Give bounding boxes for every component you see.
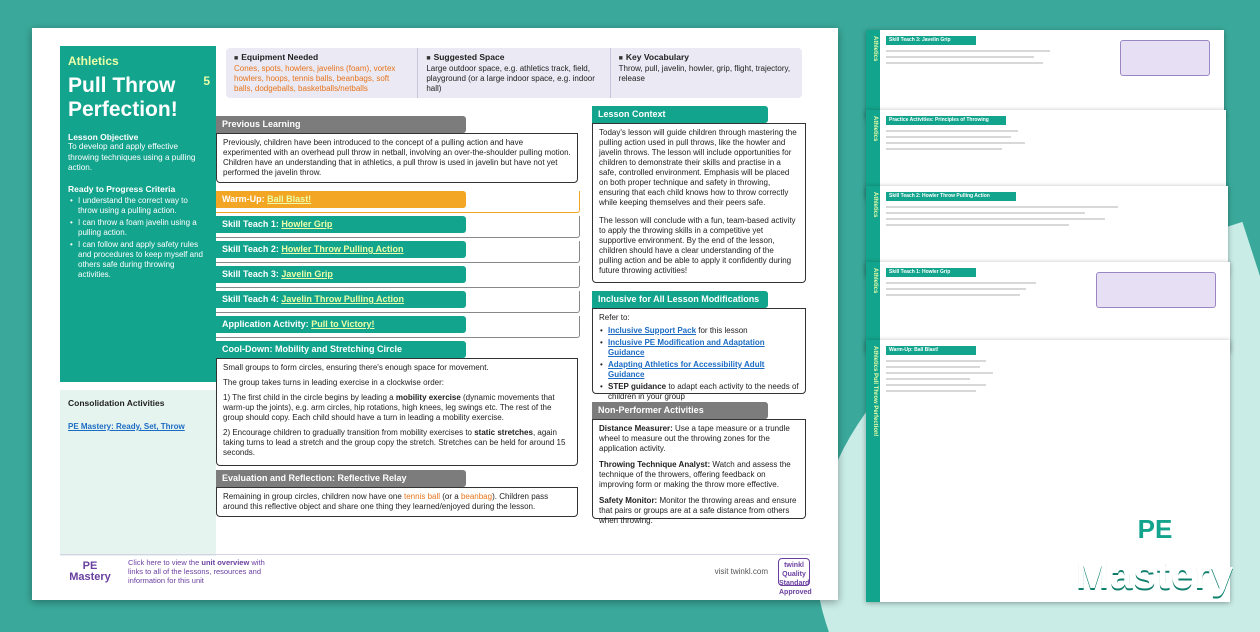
application-link[interactable]: Pull to Victory! bbox=[311, 319, 375, 329]
lesson-title: Pull Throw Perfection! bbox=[68, 74, 178, 121]
inclusive-box bbox=[592, 308, 806, 401]
preview-page-1 bbox=[866, 30, 1224, 118]
skill2-prefix: Skill Teach 2: bbox=[222, 244, 282, 254]
skill4-prefix: Skill Teach 4: bbox=[222, 294, 282, 304]
vocabulary-section bbox=[610, 48, 802, 98]
modification-guidance-link[interactable]: Inclusive PE Modification and Adaptation Guidance bbox=[608, 338, 765, 357]
accessibility-guidance-link[interactable]: Adapting Athletics for Accessibility Adult Guidance bbox=[608, 360, 765, 379]
role-distance bbox=[599, 424, 799, 454]
warmup-frame bbox=[216, 191, 580, 213]
equipment-section bbox=[226, 48, 417, 98]
context-p1: Today's lesson will guide children through mastering the pulling action used in pull throws, like the howler and javelin throws. The lesson will include opportunities for children to demonstrate their skills and practise in a safe, controlled environment. Emphasis will be placed on both proper technique and safety in throwing, ensuring that each child knows how to throw correctly while keeping themselves and their peers safe. bbox=[599, 128, 797, 207]
list-item: • I can follow and apply safety rules and procedures to keep myself and others safe during throwing activities. bbox=[68, 240, 208, 280]
warmup-prefix: Warm-Up: bbox=[222, 194, 268, 204]
application-frame bbox=[216, 316, 580, 338]
list-item bbox=[599, 338, 799, 358]
criteria-heading: Ready to Progress Criteria bbox=[68, 183, 176, 194]
cooldown-p3a: 1) The first child in the circle begins by leading a bbox=[223, 393, 396, 402]
context-p2: The lesson will conclude with a fun, team-based activity to apply the throwing skills in a competitive yet supportive environment. By the end of the lesson, children should have a clear understanding of the pulling action and be able to apply it confidently during future throwing activities! bbox=[599, 216, 796, 275]
lesson-plan-page bbox=[32, 28, 838, 600]
preview-lines bbox=[886, 130, 1216, 190]
eval-text-a: Remaining in group circles, children now have one bbox=[223, 492, 404, 501]
application-prefix: Application Activity: bbox=[222, 319, 312, 329]
skill4-frame bbox=[216, 291, 580, 313]
preview-lines bbox=[886, 206, 1218, 268]
objective-text: To develop and apply effective throwing techniques using a pulling action. bbox=[68, 142, 196, 172]
preview-strip-label: Athletics bbox=[872, 36, 878, 62]
inclusive-refer: Refer to: bbox=[599, 313, 630, 322]
previous-learning-text: Previously, children have been introduced to the concept of a pulling action and have experimented with an overhead pull throw in netball, involving an over-the-shoulder pulling motion. Children have an understanding that in athletics, a pull throw is used in javelin but have not yet performed the javelin throw. bbox=[223, 138, 571, 177]
skill3-prefix: Skill Teach 3: bbox=[222, 269, 282, 279]
cooldown-p2: The group takes turns in leading exercise in a clockwise order: bbox=[223, 378, 444, 387]
role-distance-title: Distance Measurer: bbox=[599, 424, 673, 433]
preview-lines bbox=[886, 282, 1220, 344]
preview-heading: Skill Teach 3: Javelin Grip bbox=[886, 36, 976, 45]
footer-logo-pe: PE bbox=[82, 559, 98, 572]
preview-page-2 bbox=[866, 110, 1226, 198]
eval-text-c: (or a bbox=[440, 492, 461, 501]
skill3-link[interactable]: Javelin Grip bbox=[281, 269, 333, 279]
consolidation-link[interactable]: PE Mastery: Ready, Set, Throw bbox=[68, 422, 185, 431]
step-guidance-label: STEP guidance bbox=[608, 382, 667, 391]
preview-strip-label: Athletics Pull Throw Perfection! bbox=[872, 346, 878, 437]
nonperformer-box bbox=[592, 419, 806, 525]
logo-mastery: Mastery bbox=[1075, 553, 1235, 597]
context-box bbox=[592, 123, 806, 283]
inclusive-title: Inclusive for All Lesson Modifications bbox=[592, 291, 768, 308]
skill3-frame bbox=[216, 266, 580, 288]
list-item: • I understand the correct way to throw using a pulling action. bbox=[68, 196, 208, 216]
role-distance-text: Use a tape measure or a trundle wheel to measure out the throwing zones for the application activity. bbox=[599, 424, 790, 453]
preview-strip-label: Athletics bbox=[872, 268, 878, 294]
cooldown-title: Cool-Down: Mobility and Stretching Circle bbox=[216, 341, 466, 358]
cooldown-p4c: , again taking turns to lead a stretch and the group copy the stretch. Stretches can be held for around 15 seconds. bbox=[223, 428, 566, 457]
list-item: • I can throw a foam javelin using a pulling action. bbox=[68, 218, 208, 238]
role-safety-text: Monitor the throwing areas and ensure that pairs or groups are at a safe distance from others when throwing. bbox=[599, 496, 797, 525]
previous-learning-title: Previous Learning bbox=[216, 116, 466, 133]
warmup-link[interactable]: Ball Blast! bbox=[267, 194, 312, 204]
eval-beanbag: beanbag bbox=[460, 492, 493, 501]
inclusive-links bbox=[599, 326, 799, 402]
context-title: Lesson Context bbox=[592, 106, 768, 123]
nonperformer-title: Non-Performer Activities bbox=[592, 402, 768, 419]
pe-mastery-logo bbox=[1060, 505, 1250, 615]
preview-heading: Skill Teach 1: Howler Grip bbox=[886, 268, 976, 277]
lesson-number: 5 bbox=[203, 74, 210, 88]
footer-logo-mastery: Mastery bbox=[69, 570, 111, 583]
preview-strip-label: Athletics bbox=[872, 192, 878, 218]
preview-page-4 bbox=[866, 262, 1230, 352]
footer-text-c: with links to all of the lessons, resources and information for this unit bbox=[128, 558, 265, 585]
preview-strip-label: Athletics bbox=[872, 116, 878, 142]
cooldown-p4 bbox=[223, 428, 571, 458]
eval-tennis-ball: tennis ball bbox=[404, 492, 441, 501]
preview-heading: Practice Activities: Principles of Throwing bbox=[886, 116, 1006, 125]
quality-badge: twinkl Quality Standard Approved bbox=[778, 558, 810, 586]
logo-pe: PE bbox=[1124, 505, 1186, 553]
cooldown-p4a: 2) Encourage children to gradually transition from mobility exercises to bbox=[223, 428, 475, 437]
unit-overview-link[interactable] bbox=[128, 558, 278, 585]
skill1-link[interactable]: Howler Grip bbox=[281, 219, 333, 229]
consolidation-heading: Consolidation Activities bbox=[68, 398, 165, 408]
subject-label: Athletics bbox=[68, 54, 119, 68]
footer-url[interactable]: visit twinkl.com bbox=[714, 567, 768, 576]
cooldown-p3c: (dynamic movements that warm-up the joints), e.g. arm circles, hip rotations, high knees, leg swings etc. The rest of the group should copy. Each child should have a turn in leading a mobility exercise. bbox=[223, 393, 555, 422]
preview-heading: Warm-Up: Ball Blast! bbox=[886, 346, 976, 355]
criteria-list bbox=[68, 196, 208, 280]
footer-text-b: unit overview bbox=[201, 558, 250, 567]
list-item bbox=[599, 326, 799, 336]
preview-lines bbox=[886, 50, 1214, 110]
sidebar bbox=[60, 46, 216, 558]
cooldown-p4b: static stretches bbox=[474, 428, 533, 437]
skill4-link[interactable]: Javelin Throw Pulling Action bbox=[281, 294, 405, 304]
skill1-prefix: Skill Teach 1: bbox=[222, 219, 282, 229]
role-analyst-text: Watch and assess the technique of the throwers, offering feedback on improving form or making the throw more effective. bbox=[599, 460, 791, 489]
space-text: Large outdoor space, e.g. athletics track, field, playground (or a large indoor space, e.g. indoor hall) bbox=[426, 64, 595, 93]
link1-suffix: for this lesson bbox=[696, 326, 748, 335]
consolidation-panel bbox=[60, 390, 216, 556]
role-safety-title: Safety Monitor: bbox=[599, 496, 658, 505]
role-analyst bbox=[599, 460, 799, 490]
vocabulary-text: Throw, pull, javelin, howler, grip, flight, trajectory, release bbox=[618, 64, 791, 83]
evaluation-box bbox=[216, 487, 578, 517]
equipment-text: Cones, spots, howlers, javelins (foam), vortex howlers, hoops, tennis balls, beanbags, soft balls, dodgeballs, basketballs/netballs bbox=[234, 64, 396, 93]
role-analyst-title: Throwing Technique Analyst: bbox=[599, 460, 711, 469]
footer-logo bbox=[60, 561, 120, 583]
vocabulary-title: ■ Key Vocabulary bbox=[619, 52, 794, 64]
cooldown-box bbox=[216, 358, 578, 466]
skill2-frame bbox=[216, 241, 580, 263]
footer-text-a: Click here to view the bbox=[128, 558, 202, 567]
cooldown-p3b: mobility exercise bbox=[395, 393, 461, 402]
previous-learning-box bbox=[216, 133, 578, 183]
cooldown-p3 bbox=[223, 393, 571, 423]
step-guidance-text: to adapt each activity to the needs of children in your group bbox=[608, 382, 799, 401]
list-item bbox=[599, 360, 799, 380]
cooldown-p1: Small groups to form circles, ensuring there's enough space for movement. bbox=[223, 363, 489, 372]
skill2-link[interactable]: Howler Throw Pulling Action bbox=[281, 244, 404, 254]
list-item bbox=[599, 382, 799, 402]
objective-heading: Lesson Objective bbox=[68, 132, 139, 142]
page-footer bbox=[60, 554, 812, 596]
eval-text-e: ). Children pass around this reflective object and share one thing they learned/enjoyed during the lesson. bbox=[223, 492, 549, 511]
info-band bbox=[226, 48, 802, 98]
skill1-frame bbox=[216, 216, 580, 238]
inclusive-support-pack-link[interactable]: Inclusive Support Pack bbox=[608, 326, 697, 335]
sidebar-summary bbox=[60, 46, 216, 382]
space-title: ■ Suggested Space bbox=[426, 52, 601, 64]
evaluation-title: Evaluation and Reflection: Reflective Relay bbox=[216, 470, 466, 487]
equipment-title: ■ Equipment Needed bbox=[234, 52, 409, 64]
space-section bbox=[417, 48, 609, 98]
role-safety bbox=[599, 496, 799, 526]
preview-heading: Skill Teach 2: Howler Throw Pulling Action bbox=[886, 192, 1016, 201]
